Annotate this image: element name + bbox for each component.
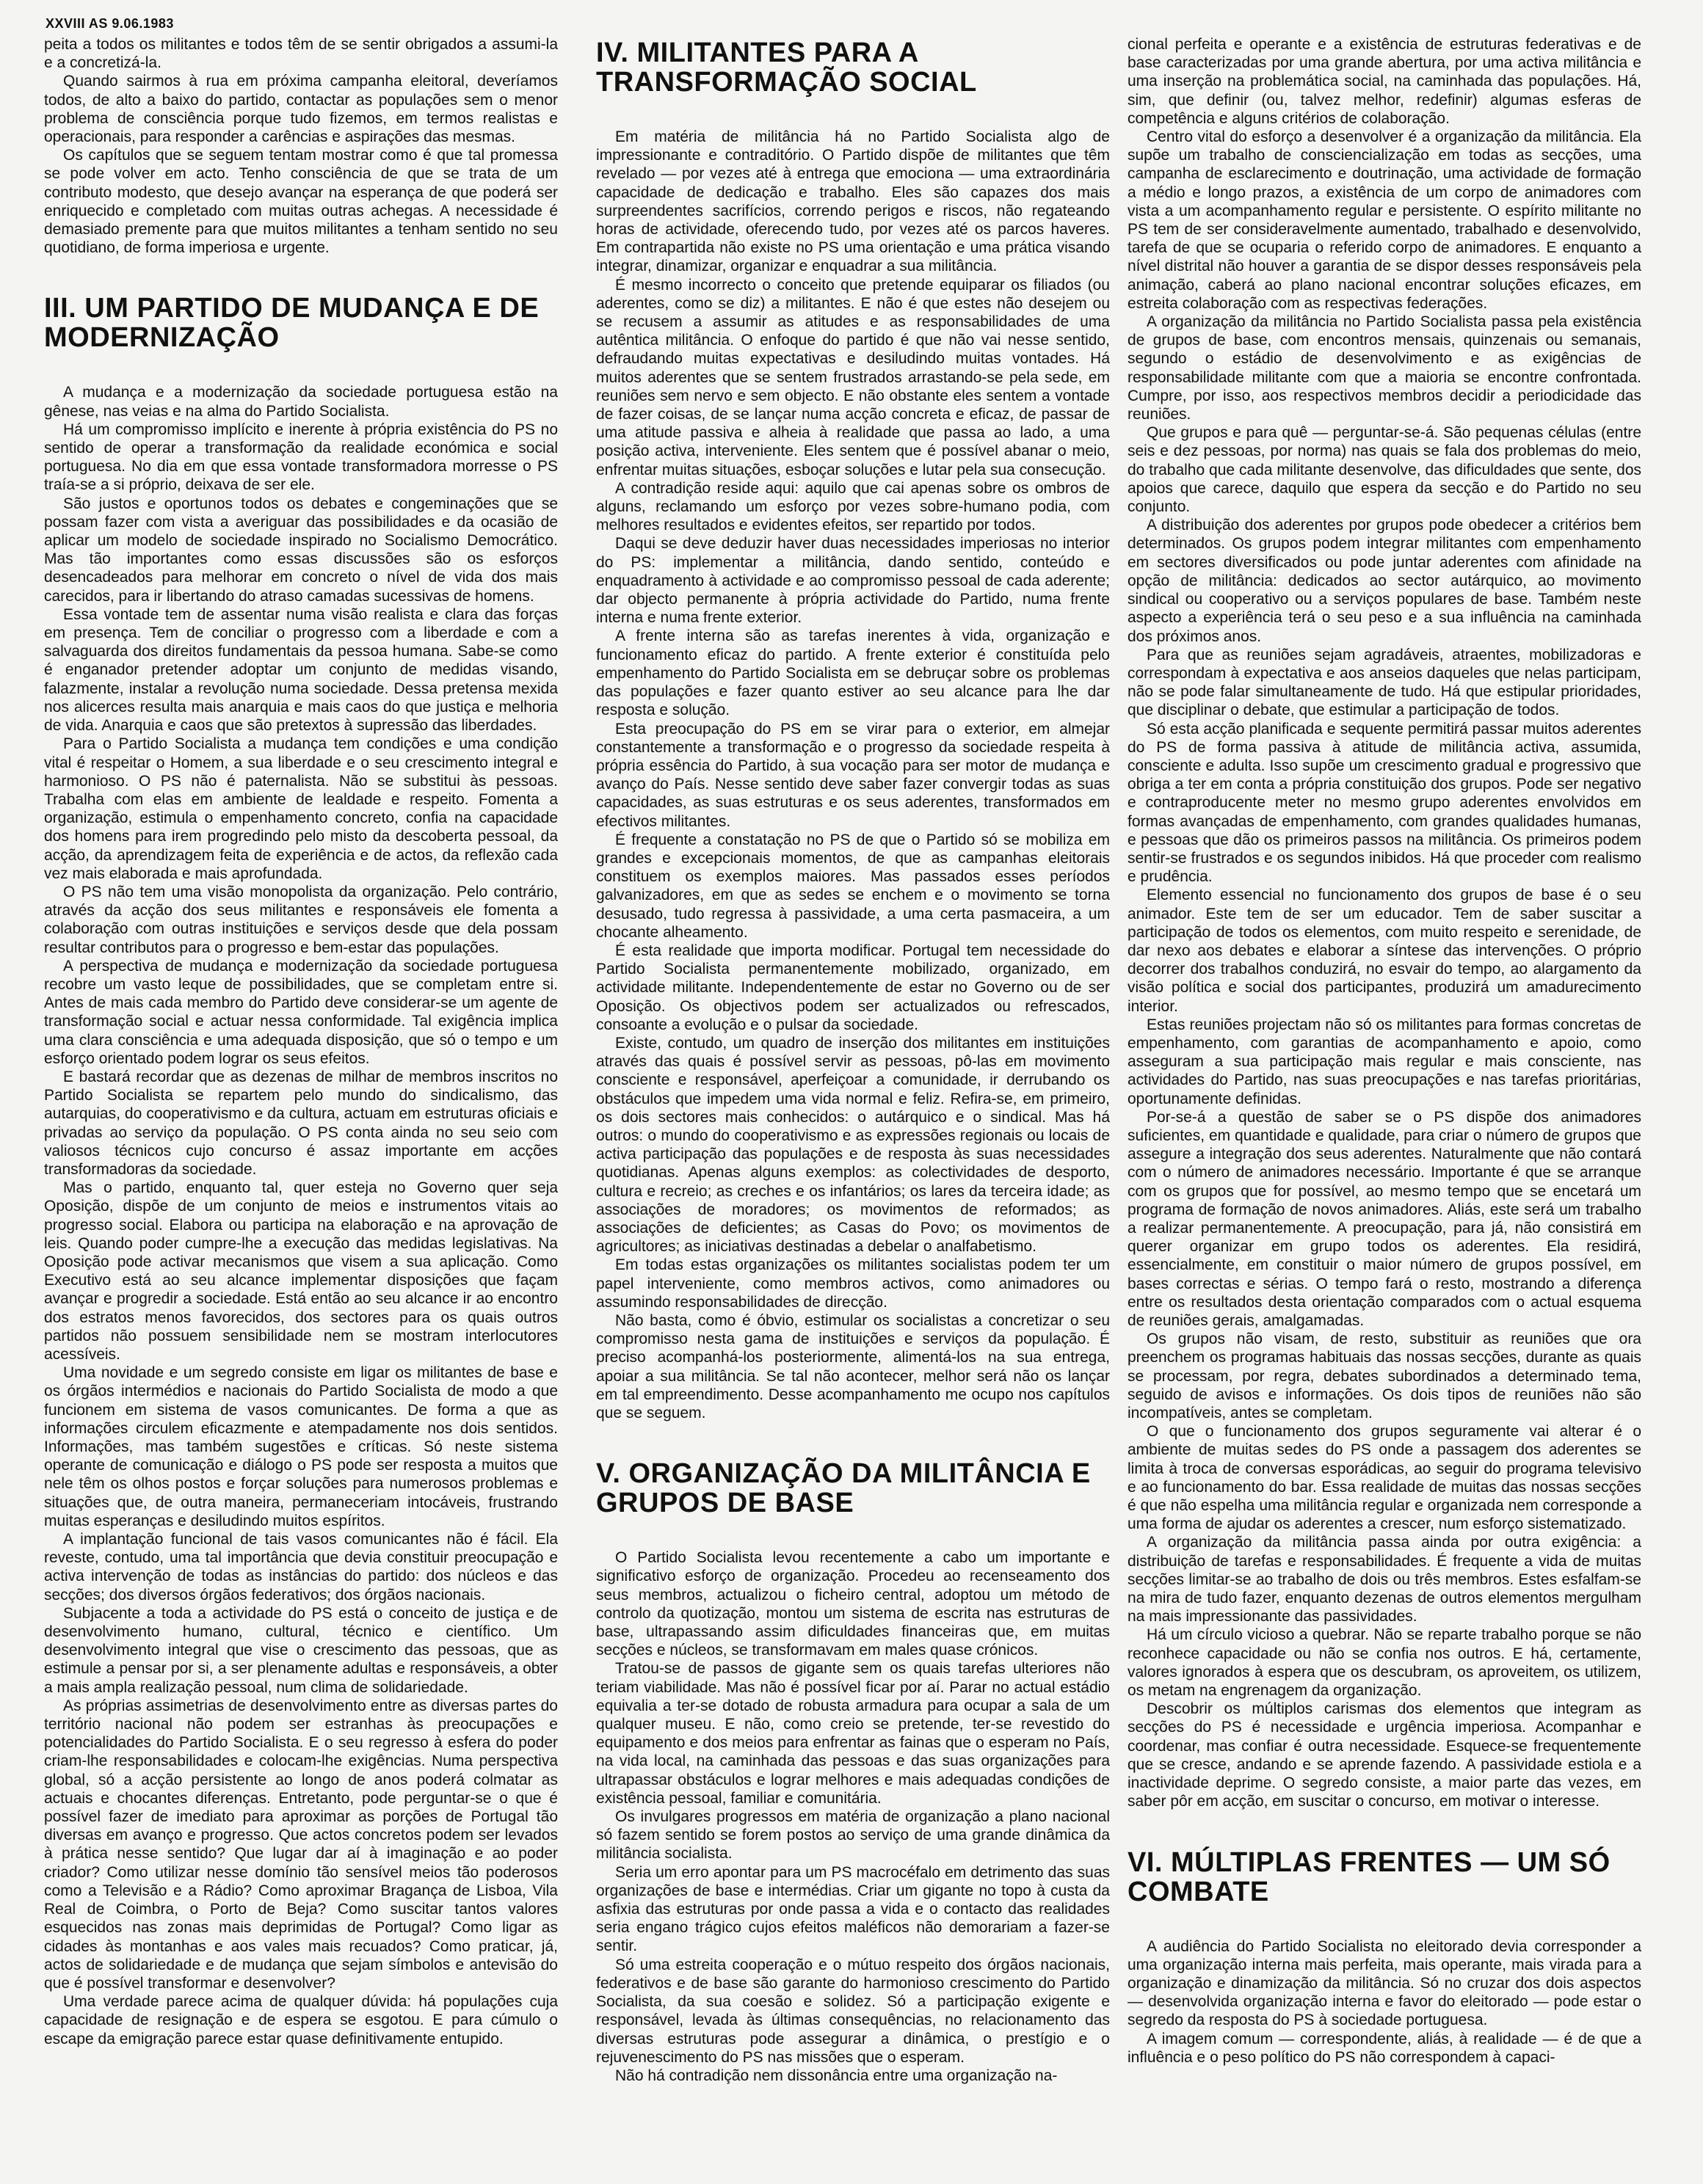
paragraph: Seria um erro apontar para um PS macrocéfalo em detrimento das suas organizações de base e intermédias. Criar um gigante no topo à custa da asfixia das estruturas por onde passa a vida e o contacto das realidades seria engano trágico cujos efeitos maléficos não demorariam a fazer-se sentir. (596, 1863, 1110, 1955)
paragraph: A implantação funcional de tais vasos comunicantes não é fácil. Ela reveste, contudo, uma tal importância que devia constituir preocupação e activa intervenção de todas as instâncias do partido: dos núcleos e das secções; dos diversos órgãos federativos; dos órgãos nacionais. (44, 1531, 558, 1604)
paragraph: É mesmo incorrecto o conceito que pretende equiparar os filiados (ou aderentes, como se diz) a militantes. E não é que estes não desejem ou se recusem a assumir as atitudes e as responsabilidades de uma autêntica militância. O enfoque do partido é que não vai nesse sentido, defraudando muitas expectativas e desiludindo muitas vontades. Há muitos aderentes que se sentem frustrados arrastando-se pela sede, em reuniões sem nervo e sem objecto. E não obstante eles sentem a vontade de fazer coisas, de se lançar numa acção concreta e eficaz, de passar de uma atitude passiva e alheia à realidade que passa ao lado, a uma posição activa, interveniente. Eles sentem que é possível abanar o meio, enfrentar muitas situações, esboçar soluções e lutar pela sua consecução. (596, 276, 1110, 478)
paragraph: A imagem comum — correspondente, aliás, à realidade — é de que a influência e o peso político do PS não correspondem à capaci- (1128, 2030, 1641, 2066)
section-vi-body (1128, 1937, 1641, 2067)
paragraph: Por-se-á a questão de saber se o PS dispõe dos animadores suficientes, em quantidade e qualidade, para criar o número de grupos que assegure a integração dos seus aderentes. Naturalmente que não contará com o número de animadores necessário. Importante é que se arranque com os grupos que for possível, ao mesmo tempo que se encetará um programa de formação de novos animadores. Aliás, este será um trabalho a realizar permanentemente. A preocupação, para já, não consistirá em querer organizar em grupo todos os aderentes. Ela residirá, essencialmente, em constituir o maior número de grupos possível, em bases correctas e sérias. O tempo fará o resto, mostrando a diferença entre os resultados desta orientação comparados com o actual esquema de reuniões gerais, amalgamadas. (1128, 1108, 1641, 1330)
issue-date: XXVIII AS 9.06.1983 (46, 16, 174, 31)
section-v-body (596, 1548, 1110, 2085)
paragraph: A audiência do Partido Socialista no eleitorado devia corresponder a uma organização interna mais perfeita, mais operante, mais virada para a organização e dinamização da militância. Só no cruzar dos dois aspectos — desenvolvida organização interna e favor do eleitorado — pode estar o segredo da resposta do PS à sociedade portuguesa. (1128, 1937, 1641, 2029)
paragraph: Existe, contudo, um quadro de inserção dos militantes em instituições através das quais é possível servir as pessoas, pô-las em movimento consciente e responsável, aperfeiçoar a comunidade, ir derrubando os obstáculos que impedem uma vida normal e feliz. Refira-se, em primeiro, os dois sectores mais conhecidos: o autárquico e o sindical. Mas há outros: o mundo do cooperativismo e as expressões regionais ou locais de activa participação das populações e de resposta às suas necessidades quotidianas. Apenas alguns exemplos: as colectividades de desporto, cultura e recreio; as creches e os infantários; os lares da terceira idade; as associações de moradores; os movimentos de reformados; as associações de deficientes; as Casas do Povo; os movimentos de agricultores; as iniciativas destinadas a debelar o analfabetismo. (596, 1034, 1110, 1256)
paragraph: São justos e oportunos todos os debates e congeminações que se possam fazer com vista a averiguar das possibilidades e da ocasião de aplicar um modelo de sociedade inspirado no Socialismo Democrático. Mas tão importantes como essas discussões são os esforços desencadeados para melhorar em concreto o nível de vida dos mais carecidos, para ir libertando do atraso camadas sucessivas de homens. (44, 495, 558, 605)
paragraph: Não basta, como é óbvio, estimular os socialistas a concretizar o seu compromisso nesta gama de instituições e serviços da população. É preciso acompanhá-los posteriormente, alimentá-los na sua entrega, apoiar a sua militância. Se tal não acontecer, melhor será não os lançar em tal empreendimento. Desse acompanhamento me ocupo nos capítulos que se seguem. (596, 1312, 1110, 1422)
section-vi-heading-wrap (1128, 1848, 1641, 1907)
section-v-heading-wrap (596, 1459, 1110, 1518)
intro-text (44, 35, 558, 257)
paragraph: Há um compromisso implícito e inerente à própria existência do PS no sentido de operar a transformação da realidade económica e social portuguesa. No dia em que essa vontade transformadora morresse o PS traía-se a si próprio, deixava de ser ele. (44, 421, 558, 494)
section-iv-heading-wrap (596, 38, 1110, 97)
paragraph: O PS não tem uma visão monopolista da organização. Pelo contrário, através da acção dos seus militantes e responsáveis ele fomenta a colaboração com outras instituições e serviços desde que dela possam resultar contributos para o progresso e bem-estar das populações. (44, 883, 558, 956)
paragraph: Para que as reuniões sejam agradáveis, atraentes, mobilizadoras e correspondam à expectativa e aos anseios daqueles que nelas participam, não se pode falar simultaneamente de tudo. Há que estipular prioridades, que disciplinar o debate, que estimular a participação de todos. (1128, 646, 1641, 719)
paragraph: O Partido Socialista levou recentemente a cabo um importante e significativo esforço de organização. Procedeu ao recenseamento dos seus membros, actualizou o ficheiro central, adoptou um método de controlo da quotização, montou um sistema de escrita nas estruturas de base, ultrapassando assim dificuldades financeiras que, em muitas secções e núcleos, se transformavam em males quase crónicos. (596, 1549, 1110, 1659)
paragraph: A organização da militância passa ainda por outra exigência: a distribuição de tarefas e responsabilidades. É frequente a vida de muitas secções limitar-se ao trabalho de dois ou três membros. Estes esfalfam-se na mira de tudo fazer, enquanto dezenas de outros elementos mergulham na mais impressionante das passividades. (1128, 1534, 1641, 1626)
paragraph: Os invulgares progressos em matéria de organização a plano nacional só fazem sentido se forem postos ao serviço de uma grande dinâmica da militância socialista. (596, 1808, 1110, 1863)
section-v-heading: V. ORGANIZAÇÃO DA MILITÂNCIA E GRUPOS DE BASE (596, 1458, 1091, 1519)
paragraph: Mas o partido, enquanto tal, quer esteja no Governo quer seja Oposição, dispõe de um conjunto de meios e instrumentos vitais ao progresso social. Elabora ou participa na elaboração e na aprovação de leis. Quando poder cumpre-lhe a execução das medidas legislativas. Na Oposição pode activar mecanismos que visem a sua aplicação. Como Executivo está ao seu alcance implementar disposições que façam avançar e progredir a sociedade. Está então ao seu alcance ir ao encontro dos estratos menos favorecidos, dos sectores para os quais outros partidos não possuem sensibilidade nem se mostram interlocutores acessíveis. (44, 1179, 558, 1363)
paragraph: A organização da militância no Partido Socialista passa pela existência de grupos de base, com encontros mensais, quinzenais ou semanais, segundo o estádio de desenvolvimento e as exigências de responsabilidade militante com que a maioria se encontre confrontada. Cumpre, por isso, aos respectivos membros decidir a periodicidade das reuniões. (1128, 313, 1641, 423)
paragraph: Subjacente a toda a actividade do PS está o conceito de justiça e de desenvolvimento humano, cultural, técnico e científico. Um desenvolvimento integral que vise o crescimento das pessoas, que as estimule a pensar por si, a ser plenamente adultas e responsáveis, a obter a mais ampla realização pessoal, num clima de solidariedade. (44, 1604, 558, 1696)
paragraph: Daqui se deve deduzir haver duas necessidades imperiosas no interior do PS: implementar a militância, dando sentido, conteúdo e enquadramento à actividade e ao compromisso pessoal de cada aderente; dar objecto permanente à própria actividade do Partido, numa frente interna e numa frente exterior. (596, 535, 1110, 627)
paragraph: peita a todos os militantes e todos têm de se sentir obrigados a assumi-la e a concretizá-la. (44, 36, 558, 72)
paragraph: A perspectiva de mudança e modernização da sociedade portuguesa recobre um vasto leque de possibilidades, que se completam entre si. Antes de mais cada membro do Partido deve considerar-se um agente de transformação social e actuar nessa conformidade. Tal exigência implica uma clara consciência e uma adequada disposição, que só o tempo e um esforço orientado podem lograr os seus efeitos. (44, 957, 558, 1067)
paragraph: A mudança e a modernização da sociedade portuguesa estão na gênese, nas veias e na alma do Partido Socialista. (44, 384, 558, 420)
paragraph: Centro vital do esforço a desenvolver é a organização da militância. Ela supõe um trabalho de consciencialização em todas as secções, uma campanha de esclarecimento e doutrinação, uma actividade de formação a médio e longo prazos, a existência de um corpo de animadores com vista a um acompanhamento regular e persistente. O espírito militante no PS tem de ser consideravelmente aumentado, trabalhado e desenvolvido, tarefa de que se ocuparia o referido corpo de animadores. E enquanto a nível distrital não houver a garantia de se dispor desses responsáveis pela animação, caberá ao plano nacional encontrar soluções eficazes, em estreita colaboração com as respectivas federações. (1128, 128, 1641, 312)
paragraph: Para o Partido Socialista a mudança tem condições e uma condição vital é respeitar o Homem, a sua liberdade e o seu crescimento integral e harmonioso. O PS não é paternalista. Não se substitui às pessoas. Trabalha com elas em ambiente de lealdade e respeito. Fomenta a organização, estimula o empenhamento concreto, confia na capacidade dos homens para irem progredindo pelo misto da descoberta pessoal, da acção, da aprendizagem feita de experiência e de actos, da reflexão cada vez mais elaborada e mais aprofundada. (44, 735, 558, 882)
paragraph: Uma verdade parece acima de qualquer dúvida: há populações cuja capacidade de resignação e de espera se esgotou. E para cúmulo o escape da emigração parece estar quase definitivamente entupido. (44, 1993, 558, 2048)
paragraph: Em matéria de militância há no Partido Socialista algo de impressionante e contraditório. O Partido dispõe de militantes que têm revelado — por vezes até à entrega que emociona — uma extraordinária capacidade de dedicação e trabalho. Eles são capazes dos mais surpreendentes sacrifícios, correndo perigos e riscos, não regateando horas de actividade, oferecendo tudo, por vezes até os parcos haveres. Em contrapartida não existe no PS uma orientação e uma prática visando integrar, dinamizar, organizar e enquadrar a sua militância. (596, 128, 1110, 275)
paragraph: Elemento essencial no funcionamento dos grupos de base é o seu animador. Este tem de ser um educador. Tem de saber suscitar a participação de todos os elementos, com muito respeito e serenidade, de dar nexo aos debates e elaborar a síntese das intervenções. O próprio decorrer dos trabalhos conduzirá, no esvair do tempo, ao alargamento da visão política e social dos participantes, produzirá um amadurecimento interior. (1128, 887, 1641, 1015)
section-v-continued (1128, 35, 1641, 1811)
paragraph: Uma novidade e um segredo consiste em ligar os militantes de base e os órgãos intermédios e nacionais do Partido Socialista de modo a que funcionem em sistema de vasos comunicantes. De forma a que as informações circulem eficazmente e atempadamente nos dois sentidos. Informações, mas também sugestões e críticas. Só neste sistema operante de comunicação e diálogo o PS pode ser resposta a muitos que nele têm os olhos postos e forçar soluções para numerosos problemas e situações que, de outra maneira, permaneceriam intocáveis, frustrando muitas esperanças e desiludindo muitos espíritos. (44, 1364, 558, 1529)
paragraph: Só uma estreita cooperação e o mútuo respeito dos órgãos nacionais, federativos e de base são garante do harmonioso crescimento do Partido Socialista, da sua coesão e solidez. Só a participação exigente e responsável, levada às últimas consequências, no relacionamento das diversas estruturas pode assegurar a dinâmica, o prestígio e o rejuvenescimento do PS nas missões que o esperam. (596, 1956, 1110, 2066)
section-iii-body (44, 383, 558, 2048)
paragraph: É esta realidade que importa modificar. Portugal tem necessidade do Partido Socialista permanentemente mobilizado, organizado, em actividade militante. Independentemente de estar no Governo ou de ser Oposição. Os objectivos podem ser actualizados ou refrescados, consoante a evolução e o pulsar da sociedade. (596, 942, 1110, 1033)
paragraph: É frequente a constatação no PS de que o Partido só se mobiliza em grandes e excepcionais momentos, de que as campanhas eleitorais constituem os exemplos maiores. Mas passados esses períodos galvanizadores, em que as sedes se enchem e o movimento se torna desusado, tudo regressa à passividade, a uma certa pasmaceira, a um chocante alheamento. (596, 831, 1110, 941)
paragraph: Não há contradição nem dissonância entre uma organização na- (615, 2067, 1058, 2084)
paragraph: E bastará recordar que as dezenas de milhar de membros inscritos no Partido Socialista se repartem pelo mundo do sindicalismo, das autarquias, do cooperativismo e da cultura, actuam em estruturas oficiais e privadas ao serviço da população. O PS conta ainda no seu seio com valiosos técnicos cujo concurso é assaz importante em acções transformadoras da sociedade. (44, 1068, 558, 1178)
paragraph: Em todas estas organizações os militantes socialistas podem ter um papel interveniente, como membros activos, como animadores ou assumindo responsabilidades de direcção. (596, 1256, 1110, 1311)
paragraph: Tratou-se de passos de gigante sem os quais tarefas ulteriores não teriam viabilidade. Mas não é possível ficar por aí. Parar no actual estádio equivalia a ter-se dotado de robusta armadura para ocupar a sala de um qualquer museu. E não, como creio se pretende, ter-se revestido do equipamento e dos meios para enfrentar as fainas que o esperam no País, na vida local, na caminhada das pessoas e das suas organizações para ultrapassar obstáculos e lograr melhores e mais adequadas condições de existência pessoal, familiar e comunitária. (596, 1660, 1110, 1807)
section-iv-body (596, 128, 1110, 1422)
paragraph: As próprias assimetrias de desenvolvimento entre as diversas partes do território nacional não podem ser estranhas às preocupações e potencialidades do Partido Socialista. E o seu regresso à esfera do poder criam-lhe responsabilidades e colocam-lhe exigências. Numa perspectiva global, só a acção persistente ao longo de anos poderá colmatar as actuais e chocantes diferenças. Entretanto, pode perguntar-se o que é possível fazer de imediato para aproximar as porções de Portugal tão diversas em avanço e progresso. Que actos concretos podem ser levados à prática nesse sentido? Que lugar dar aí à imaginação e ao poder criador? Como utilizar nesse domínio tão sensível meios tão poderosos como a Televisão e a Rádio? Como aproximar Bragança de Lisboa, Vila Real de Coimbra, o Porto de Beja? Como suscitar tantos valores esquecidos nas zonas mais deprimidas de Portugal? Como ligar as cidades às montanhas e aos vales mais recuados? Como praticar, já, actos de solidariedade e de mudança que sejam símbolos e antevisão do que é possível transformar e desenvolver? (44, 1697, 558, 1992)
paragraph: Os capítulos que se seguem tentam mostrar como é que tal promessa se pode volver em acto. Tenho consciência de que se trata de um contributo modesto, que desejo avançar na esperança de que poderá ser enriquecido e completado com muitas outras achegas. A necessidade é demasiado premente para que muitos militantes a tenham sentido no seu quotidiano, de forma imperiosa e urgente. (44, 147, 558, 257)
paragraph: Estas reuniões projectam não só os militantes para formas concretas de empenhamento, com garantias de acompanhamento e apoio, como asseguram a sua participação mais regular e mais consciente, nas actividades do Partido, nas suas preocupações e nas tarefas prioritárias, oportunamente definidas. (1128, 1016, 1641, 1107)
paragraph: Descobrir os múltiplos carismas dos elementos que integram as secções do PS é necessidade e urgência imperiosa. Acompanhar e coordenar, mas confiar é outra necessidade. Esquece-se frequentemente que se cresce, andando e se aprende fazendo. A passividade estiola e a inactividade deprime. O segredo consiste, a maior parte das vezes, em saber pôr em acção, em suscitar o concurso, em motivar o interesse. (1128, 1700, 1641, 1810)
paragraph: Quando sairmos à rua em próxima campanha eleitoral, deveríamos todos, de alto a baixo do partido, contactar as populações sem o menor problema de consciência porque tudo fizemos, em termos realistas e operacionais, para responder a carências e aspirações das mesmas. (44, 73, 558, 146)
paragraph: Que grupos e para quê — perguntar-se-á. São pequenas células (entre seis e dez pessoas, por norma) nas quais se fala dos problemas do meio, do trabalho que cada militante desenvolve, das dificuldades que sente, dos apoios que carece, daquilo que espera da secção e do Partido no seu conjunto. (1128, 424, 1641, 516)
paragraph: A distribuição dos aderentes por grupos pode obedecer a critérios bem determinados. Os grupos podem integrar militantes com empenhamento em sectores diversificados ou pode juntar aderentes com afinidade na opção de militância: dedicados ao sector autárquico, ao movimento sindical ou cooperativo ou a serviços populares de base. Também neste aspecto a experiência terá o seu peso e a sua influência na caminhada dos próximos anos. (1128, 517, 1641, 645)
section-iii-heading: III. UM PARTIDO DE MUDANÇA E DE MODERNIZAÇÃO (44, 293, 540, 354)
paragraph: Há um círculo vicioso a quebrar. Não se reparte trabalho porque se não reconhece capacidade ou não se confia nos outros. E há, certamente, valores ignorados à espera que os descubram, os aproveitem, os utilizem, os metam na engrenagem da organização. (1128, 1626, 1641, 1700)
column-1 (44, 35, 558, 2140)
paragraph: Essa vontade tem de assentar numa visão realista e clara das forças em presença. Tem de conciliar o progresso com a liberdade e com a salvaguarda dos direitos fundamentais da pessoa humana. Sabe-se como é enganador pretender adoptar um conjunto de medidas visando, falazmente, instalar a revolução numa sociedade. Dessa pretensa mexida nos alicerces resulta mais anarquia e mais caos do que justiça e melhoria de vida. Anarquia e caos que são pretextos à supressão das liberdades. (44, 605, 558, 735)
paragraph: Esta preocupação do PS em se virar para o exterior, em almejar constantemente a transformação e o progresso da sociedade respeita à própria essência do Partido, à sua vocação para ser motor de mudança e avanço do País. Nesse sentido deve saber fazer convergir todas as suas capacidades, as suas estruturas e os seus aderentes, transformados em efectivos militantes. (596, 720, 1110, 830)
column-3 (1128, 35, 1641, 2140)
paragraph: Só esta acção planificada e sequente permitirá passar muitos aderentes do PS de forma passiva à atitude de militância activa, assumida, consciente e adulta. Isso supõe um crescimento gradual e progressivo que obriga a ter em conta a própria constituição dos grupos. Pode ser negativo e contraproducente meter no mesmo grupo aderentes envolvidos em formas avançadas de empenhamento, com grandes qualidades humanas, e pessoas que dão os primeiros passos na militância. Os primeiros podem sentir-se frustrados e os segundos inibidos. Há que proceder com realismo e prudência. (1128, 720, 1641, 886)
paragraph: Os grupos não visam, de resto, substituir as reuniões que ora preenchem os programas habituais das nossas secções, durante as quais se processam, por regra, debates subordinados a determinado tema, seguido de avisos e informações. Os dois tipos de reuniões não são incompatíveis, antes se completam. (1128, 1331, 1641, 1422)
section-iii-heading-wrap (44, 294, 558, 352)
paragraph: A frente interna são as tarefas inerentes à vida, organização e funcionamento eficaz do partido. A frente exterior é constituída pelo empenhamento do Partido Socialista em se debruçar sobre os problemas das populações e fazer quanto estiver ao seu alcance para lhe dar resposta e solução. (596, 627, 1110, 719)
section-vi-heading: VI. MÚLTIPLAS FRENTES — UM SÓ COMBATE (1128, 1846, 1611, 1907)
column-2 (596, 38, 1110, 2140)
paragraph: O que o funcionamento dos grupos seguramente vai alterar é o ambiente de muitas sedes do PS onde a passagem dos aderentes se limita à troca de conversas esporádicas, ao seguir do programa televisivo e ao funcionamento do bar. Essa realidade de muitas das nossas secções é que não espelha uma militância regular e organizada nem corresponde a uma forma de ajudar os aderentes a crescer, num esforço sistematizado. (1128, 1423, 1641, 1533)
paragraph: A contradição reside aqui: aquilo que cai apenas sobre os ombros de alguns, reclamando um esforço por vezes sobre-humano podia, com melhores resultados e evidentes efeitos, ser repartido por todos. (596, 479, 1110, 534)
paragraph: cional perfeita e operante e a existência de estruturas federativas e de base caracterizadas por uma grande abertura, por uma activa militância e uma inserção na problemática social, na caminhada das populações. Há, sim, que definir (ou, talvez melhor, redefinir) algumas esferas de competência e alguns critérios de colaboração. (1128, 36, 1641, 127)
section-iv-heading: IV. MILITANTES PARA A TRANSFORMAÇÃO SOCIAL (596, 38, 977, 98)
